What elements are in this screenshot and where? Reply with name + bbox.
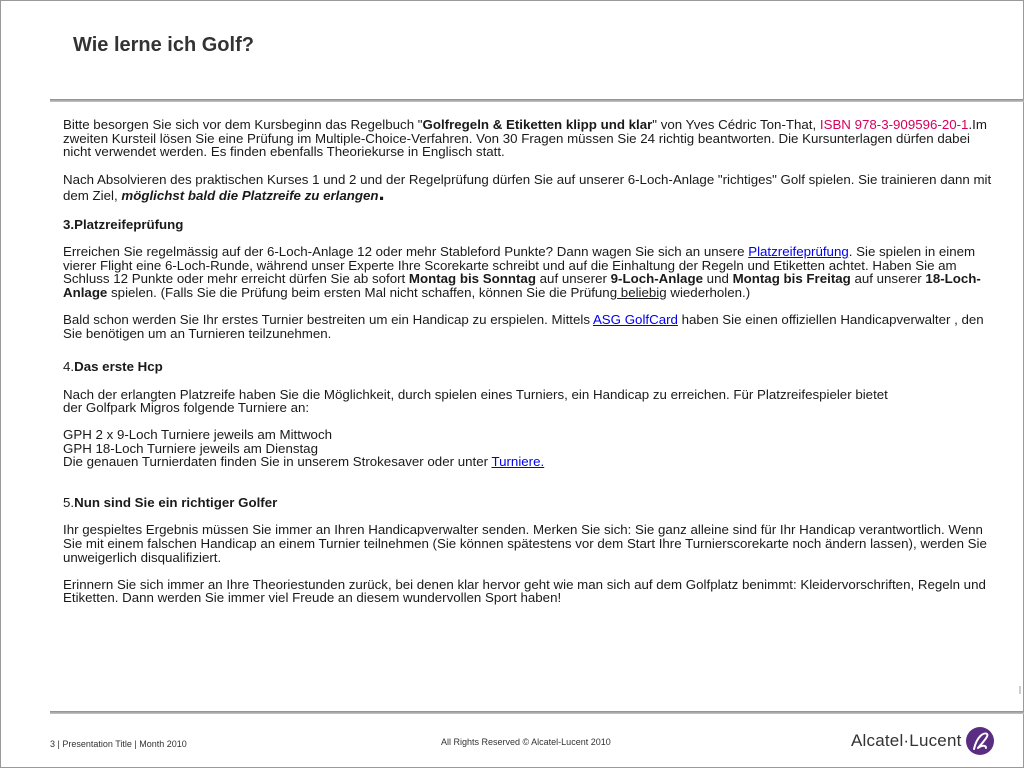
footer-copyright: All Rights Reserved © Alcatel-Lucent 2010 bbox=[441, 737, 611, 747]
slide-title: Wie lerne ich Golf? bbox=[73, 34, 254, 56]
tournament-list: GPH 2 x 9-Loch Turniere jeweils am Mittwoch GPH 18-Loch Turniere jeweils am Dienstag Die genauen Turnierdaten finden Sie in unserem Strokesaver oder unter Turniere. bbox=[63, 427, 545, 470]
list-item: GPH 2 x 9-Loch Turniere jeweils am Mittwoch bbox=[63, 427, 332, 443]
exam-paragraph: Erreichen Sie regelmässig auf der 6-Loch-Anlage 12 oder mehr Stableford Punkte? Dann wagen Sie sich an unsere Platzreifeprüfung. Sie spielen in einem vierer Flight eine 6-Loch-Runde, während unser Experte Ihre Scorekarte schreibt und auf die Einhaltung der Regeln und Etiketten achtet. Haben Sie am Schluss 12 Punkte oder mehr erreicht dürfen Sie ab sofort Montag bis Sonntag auf unserer 9-Loch-Anlage und Montag bis Freitag auf unserer 18-Loch-Anlage spielen. (Falls Sie die Prüfung beim ersten Mal nicht schaffen, können Sie die Prüfung beliebig wiederholen.) bbox=[63, 244, 981, 300]
goal-emphasis: möglichst bald die Platzreife zu erlangen bbox=[121, 188, 379, 204]
turniere-link[interactable]: Turniere. bbox=[491, 454, 545, 470]
footer-page-info: 3 | Presentation Title | Month 2010 bbox=[50, 739, 187, 749]
alcatel-lucent-swirl-icon bbox=[965, 726, 995, 756]
intro-paragraph: Bitte besorgen Sie sich vor dem Kursbeginn das Regelbuch "Golfregeln & Etiketten klipp und klar" von Yves Cédric Ton-That, ISBN 978-3-909596-20-1.Im zweiten Kursteil lösen Sie eine Prüfung im Multiple-Choice-Verfahren. Von 30 Fragen müssen Sie 24 richtig beantworten. Die Kursunterlagen dürfen dabei nicht verwendet werden. Es finden ebenfalls Theoriekurse in Englisch statt. bbox=[63, 117, 987, 160]
footer-divider bbox=[50, 711, 1024, 714]
responsibility-paragraph: Ihr gespieltes Ergebnis müssen Sie immer an Ihren Handicapverwalter senden. Merken Sie sich: Sie ganz alleine sind für Ihr Handicap verantwortlich. Wenn Sie mit einem falschen Handicap an einem Turnier teilnehmen (Sie können spätestens vor dem Start Ihre Turnierscorekarte noch ändern lassen), werden Sie unweigerlich disqualifiziert. bbox=[63, 522, 987, 565]
book-title: Golfregeln & Etiketten klipp und klar bbox=[422, 117, 653, 132]
asg-golfcard-link[interactable]: ASG GolfCard bbox=[592, 312, 678, 328]
closing-paragraph: Erinnern Sie sich immer an Ihre Theoriestunden zurück, bei denen klar hervor geht wie man sich auf dem Golfplatz benimmt: Kleidervorschriften, Regeln und Etiketten. Dann werden Sie immer viel Freude an diesem wundervollen Sport haben! bbox=[63, 576, 986, 606]
handicap-paragraph: Bald schon werden Sie Ihr erstes Turnier bestreiten um ein Handicap zu erspielen. Mittels ASG GolfCard haben Sie einen offiziellen Handicapverwalter , den Sie benötigen um an Turnieren teilzunehmen. bbox=[63, 312, 984, 341]
edge-mark bbox=[1019, 686, 1021, 694]
section-heading-4: 4.Das erste Hcp bbox=[63, 359, 163, 375]
section-heading-3: 3.Platzreifeprüfung bbox=[63, 216, 184, 232]
isbn-number: ISBN 978-3-909596-20-1 bbox=[819, 117, 969, 132]
first-hcp-paragraph: Nach der erlangten Platzreife haben Sie die Möglichkeit, durch spielen eines Turniers, ein Handicap zu erreichen. Für Platzreifespieler bietet der Golfpark Migros folgende Turniere an: bbox=[63, 386, 888, 416]
company-logo-text: Alcatel·Lucent bbox=[851, 731, 962, 750]
section-heading-5: 5.Nun sind Sie ein richtiger Golfer bbox=[63, 495, 278, 511]
practice-paragraph: Nach Absolvieren des praktischen Kurses 1 und 2 und der Regelprüfung dürfen Sie auf unserer 6-Loch-Anlage "richtiges" Golf spielen. Sie trainieren dann mit dem Ziel, möglichst bald die Platzreife zu erlangen. bbox=[63, 172, 992, 206]
platzreifepruefung-link[interactable]: Platzreifeprüfung bbox=[748, 244, 849, 260]
title-divider bbox=[50, 99, 1024, 102]
list-item: GPH 18-Loch Turniere jeweils am Dienstag bbox=[63, 440, 318, 456]
slide-content bbox=[63, 118, 998, 605]
